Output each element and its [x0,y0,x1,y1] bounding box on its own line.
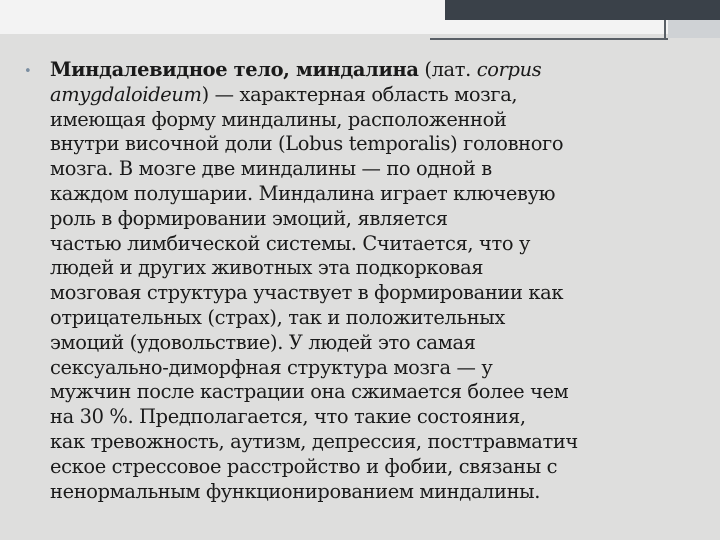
latin-term: corpus [476,58,542,81]
text-line: мозга. В мозге две миндалины — по одной в [50,157,492,181]
text-line: отрицательных (страх), так и положительных [50,305,505,329]
text-line: роль в формировании эмоций, является [50,206,448,230]
text-line: имеющая форму миндалины, расположенной [50,107,507,131]
text-line: мозговая структура участвует в формировании как [50,281,564,305]
corner-decor-line [430,38,668,40]
corner-decor-notch [664,20,666,40]
text-line: на 30 %. Предполагается, что такие состояния, [50,405,526,429]
text-line: людей и других животных эта подкорковая [50,256,484,280]
corner-decor-dark [445,0,720,20]
text-line: сексуально-диморфная структура мозга — у [50,355,493,379]
corner-decor-light [668,20,720,38]
text-line: эмоций (удовольствие). У людей это самая [50,330,476,354]
bullet-item [24,58,694,504]
after-latin: ) — характерная область мозга, [201,82,518,106]
text-line: мужчин после кастрации она сжимается более чем [50,380,569,404]
text-line-1 [50,58,690,83]
slide-content [24,58,694,504]
latin-term-2: amygdaloideum [50,82,202,106]
bullet-marker: • [24,64,32,79]
text-line: каждом полушарии. Миндалина играет ключевую [50,181,556,205]
text-line-2 [50,83,690,108]
text-line: ненормальным функционированием миндалины. [50,479,541,503]
text-line: внутри височной доли (Lobus temporalis) головного [50,132,564,156]
text-line: частью лимбической системы. Считается, что у [50,231,531,255]
bullet-text [50,58,690,504]
text-line: как тревожность, аутизм, депрессия, посттравматич [50,429,578,453]
term-bold: Миндалевидное тело, миндалина [50,58,419,81]
latin-prefix: (лат. [418,58,477,81]
text-line: еское стрессовое расстройство и фобии, связаны с [50,454,558,478]
